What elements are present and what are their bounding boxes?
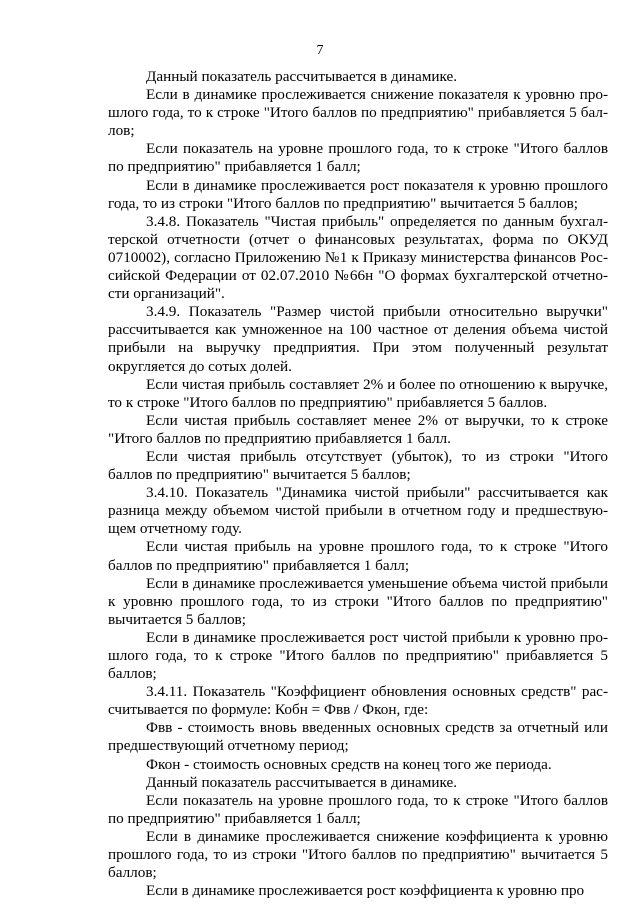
- paragraph: Фкон - стоимость основных средств на конец того же периода.: [146, 755, 552, 773]
- paragraph: 3.4.9. Показатель "Размер чистой прибыли относительно выручки" рассчитывается как умноженное на 100 частное от деления объема чистой прибыли на выручку предприятия. При этом полученный результат округляется до сотых долей.: [108, 303, 608, 375]
- paragraph: 3.4.8. Показатель "Чистая прибыль" определяется по данным бухгалтерской отчетности (отчет о финансовых результатах, форма по ОКУД 0710002), согласно Приложению №1 к Приказу министерства финансов Российской Федерации от 02.07.2010 №66н "О формах бухгалтерской отчетности организаций".: [108, 212, 608, 303]
- paragraph: Если в динамике прослеживается рост показателя к уровню прошлого года, то из строки "Итого баллов по предприятию" вычитается 5 баллов;: [108, 176, 608, 212]
- paragraph: 3.4.10. Показатель "Динамика чистой прибыли" рассчитывается как разница между объемом чистой прибыли в отчетном году и предшествующем отчетному году.: [108, 484, 608, 538]
- paragraph: Если чистая прибыль отсутствует (убыток), то из строки "Итого баллов по предприятию" вычитается 5 баллов;: [108, 447, 608, 484]
- paragraph: Если в динамике прослеживается рост чистой прибыли к уровню прошлого года, то к строке "Итого баллов по предприятию" прибавляется 5 баллов;: [108, 628, 608, 683]
- paragraph: Если чистая прибыль на уровне прошлого года, то к строке "Итого баллов по предприятию" прибавляется 1 балл;: [108, 538, 608, 574]
- paragraph: Если чистая прибыль составляет менее 2% от выручки, то к строке "Итого баллов по предприятию прибавляется 1 балл.: [108, 411, 608, 447]
- paragraph: Данный показатель рассчитывается в динамике.: [146, 773, 458, 791]
- paragraph: Если показатель на уровне прошлого года, то к строке "Итого баллов по предприятию" прибавляется 1 балл;: [108, 140, 608, 176]
- paragraph: Данный показатель рассчитывается в динамике.: [146, 68, 458, 85]
- paragraph: Если чистая прибыль составляет 2% и более по отношению к выручке, то к строке "Итого баллов по предприятию" прибавляется 5 баллов.: [108, 375, 608, 411]
- paragraph: Фвв - стоимость вновь введенных основных средств за отчетный или предшествующий отчетному период;: [108, 719, 608, 755]
- paragraph: Если в динамике прослеживается снижение коэффициента к уровню прошлого года, то из строки "Итого баллов по предприятию" вычитается 5 баллов;: [108, 827, 608, 882]
- paragraph: Если в динамике прослеживается рост коэффициента к уровню про: [146, 882, 585, 900]
- document-body: [108, 68, 608, 900]
- page-number: 7: [316, 43, 324, 58]
- paragraph: Если показатель на уровне прошлого года, то к строке "Итого баллов по предприятию" прибавляется 1 балл;: [108, 791, 608, 827]
- paragraph: 3.4.11. Показатель "Коэффициент обновления основных средств" рассчитывается по формуле: Кобн = Фвв / Фкон, где:: [108, 683, 608, 719]
- paragraph: Если в динамике прослеживается уменьшение объема чистой прибыли к уровню прошлого года, то из строки "Итого баллов по предприятию" вычитается 5 баллов;: [108, 574, 608, 628]
- paragraph: Если в динамике прослеживается снижение показателя к уровню прошлого года, то к строке "Итого баллов по предприятию" прибавляется 5 баллов;: [108, 86, 608, 140]
